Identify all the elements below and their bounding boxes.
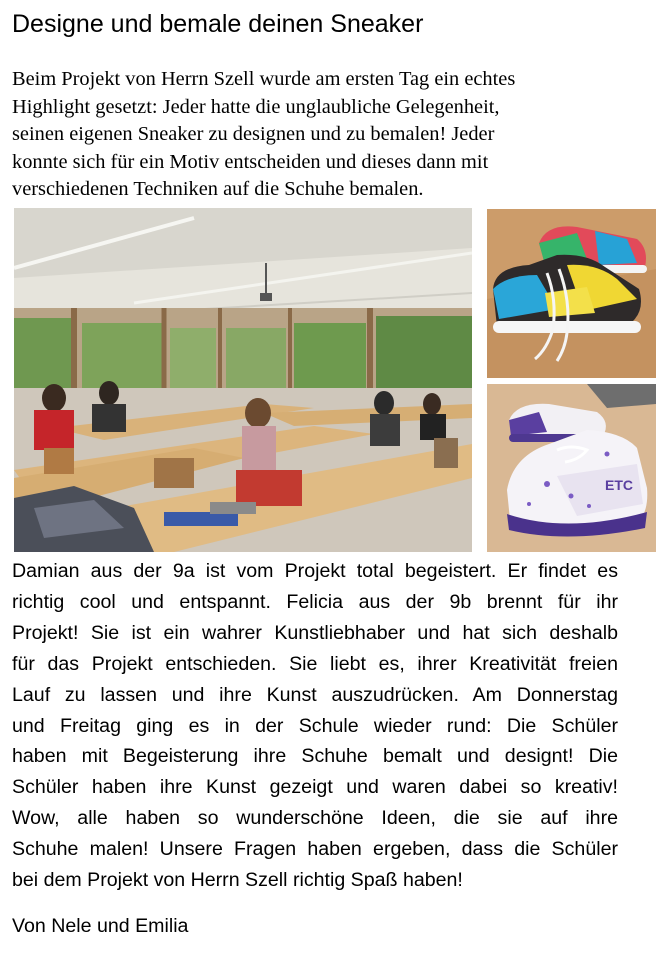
author-byline: Von Nele und Emilia	[12, 915, 189, 937]
intro-line: konnte sich für ein Motiv entscheiden und dieses dann mit	[12, 150, 489, 173]
classroom-photo	[14, 208, 472, 552]
intro-line: seinen eigenen Sneaker zu designen und zu bemalen! Jeder	[12, 123, 495, 145]
body-line: Lauf zu lassen und ihre Kunst auszudrücken. Am Donnerstag	[12, 683, 618, 706]
body-line: und Freitag ging es in der Schule wieder rund: Die Schüler	[12, 714, 618, 737]
body-line: Schüler haben ihre Kunst gezeigt und waren dabei so kreativ!	[12, 776, 618, 799]
body-line: Damian aus der 9a ist vom Projekt total begeistert. Er findet es	[12, 560, 618, 582]
body-line: Projekt! Sie ist ein wahrer Kunstliebhaber und hat sich deshalb	[12, 621, 618, 644]
intro-line: verschiedenen Techniken auf die Schuhe bemalen.	[12, 178, 424, 200]
body-line: richtig cool und entspannt. Felicia aus der 9b brennt für ihr	[12, 590, 618, 613]
intro-paragraph	[12, 66, 652, 204]
body-paragraph	[12, 556, 618, 896]
body-line: Schuhe malen! Unsere Fragen haben ergeben, dass die Schüler	[12, 838, 618, 861]
article-title: Designe und bemale deinen Sneaker	[12, 10, 424, 38]
sneaker-painted-text: ETC	[605, 477, 633, 493]
intro-line: Beim Projekt von Herrn Szell wurde am ersten Tag ein echtes	[12, 68, 516, 90]
body-line: für das Projekt entschieden. Sie liebt es, ihrer Kreativität freien	[12, 652, 618, 675]
body-line: bei dem Projekt von Herrn Szell richtig Spaß haben!	[12, 869, 463, 892]
body-line: haben mit Begeisterung ihre Schuhe bemalt und designt! Die	[12, 745, 618, 768]
body-line: Wow, alle haben so wunderschöne Ideen, die sie auf ihre	[12, 807, 618, 830]
intro-line: Highlight gesetzt: Jeder hatte die unglaubliche Gelegenheit,	[12, 95, 500, 118]
sneaker-photo-colorful	[487, 209, 656, 378]
sneaker-photo-purple	[487, 384, 656, 552]
